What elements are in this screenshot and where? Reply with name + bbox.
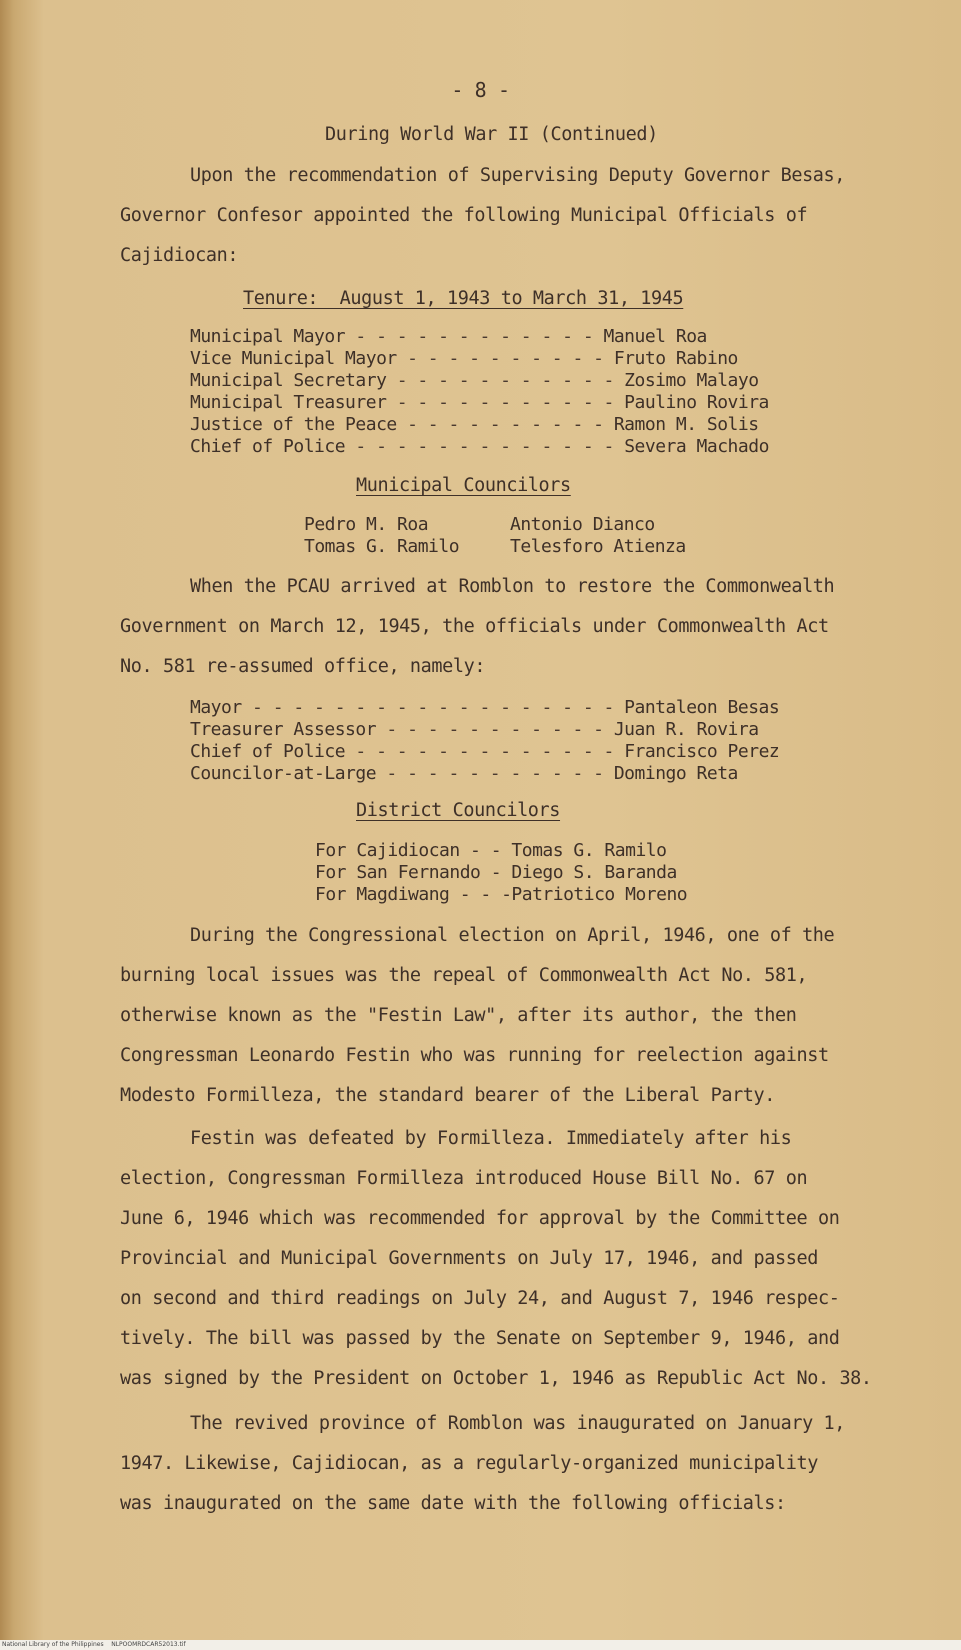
official-name: Zosimo Malayo	[624, 370, 759, 391]
page-number: - 8 -	[451, 78, 510, 102]
leader-dashes: - - - - - - - - - -	[407, 348, 604, 369]
paragraph-line: Provincial and Municipal Governments on July 17, 1946, and passed	[120, 1248, 818, 1269]
paragraph-line: election, Congressman Formilleza introduced House Bill No. 67 on	[120, 1168, 808, 1189]
paragraph-line: was signed by the President on October 1, 1946 as Republic Act No. 38.	[120, 1368, 872, 1389]
paragraph-line: Governor Confesor appointed the following Municipal Officials of	[120, 205, 808, 226]
leader-dashes: - - - - - - - - - - - - -	[355, 436, 614, 457]
official-name: Severa Machado	[624, 436, 769, 457]
official-row	[190, 392, 769, 413]
official-row	[190, 414, 759, 435]
official-name: Francisco Perez	[624, 741, 780, 762]
leader-dashes: - - - - - - - - - - - - - - - - - -	[252, 697, 614, 718]
official-name: Manuel Roa	[603, 326, 707, 347]
official-title: Treasurer Assessor	[190, 719, 377, 740]
official-name: Juan R. Rovira	[613, 719, 759, 740]
official-row	[190, 741, 779, 762]
section-heading: During World War II (Continued)	[325, 124, 658, 145]
councilor-right: Antonio Dianco	[510, 514, 655, 535]
paragraph-line: otherwise known as the "Festin Law", after its author, the then	[120, 1005, 797, 1026]
official-row	[190, 436, 769, 457]
paragraph-line: on second and third readings on July 24, and August 7, 1946 respec-	[120, 1288, 840, 1309]
district-row: For Cajidiocan - - Tomas G. Ramilo	[315, 840, 667, 861]
district-row: For Magdiwang - - -Patriotico Moreno	[315, 884, 688, 905]
official-row	[190, 697, 779, 718]
official-name: Domingo Reta	[613, 763, 738, 784]
official-title: Justice of the Peace	[190, 414, 397, 435]
councilor-left: Pedro M. Roa	[304, 514, 429, 535]
paragraph-line: Congressman Leonardo Festin who was running for reelection against	[120, 1045, 829, 1066]
paragraph-line: No. 581 re-assumed office, namely:	[120, 656, 486, 677]
official-row	[190, 348, 738, 369]
archive-footer: National Library of the Philippines NLPOOMRDCAR52013.tif	[0, 1640, 961, 1650]
official-row	[190, 370, 759, 391]
official-title: Chief of Police	[190, 436, 346, 457]
paragraph-line: When the PCAU arrived at Romblon to restore the Commonwealth	[190, 576, 835, 597]
councilor-right: Telesforo Atienza	[510, 536, 686, 557]
paragraph-line: June 6, 1946 which was recommended for approval by the Committee on	[120, 1208, 840, 1229]
official-name: Ramon M. Solis	[613, 414, 759, 435]
paragraph-line: burning local issues was the repeal of Commonwealth Act No. 581,	[120, 965, 808, 986]
paragraph-line: Festin was defeated by Formilleza. Immediately after his	[190, 1128, 792, 1149]
official-row	[190, 719, 759, 740]
paragraph-line: Modesto Formilleza, the standard bearer of the Liberal Party.	[120, 1085, 776, 1106]
paragraph-line: was inaugurated on the same date with the following officials:	[120, 1493, 786, 1514]
paragraph-line: Government on March 12, 1945, the officials under Commonwealth Act	[120, 616, 829, 637]
official-title: Councilor-at-Large	[190, 763, 377, 784]
official-name: Fruto Rabino	[613, 348, 738, 369]
paragraph-line: Upon the recommendation of Supervising Deputy Governor Besas,	[190, 165, 846, 186]
leader-dashes: - - - - - - - - - - -	[386, 719, 604, 740]
paragraph-line: 1947. Likewise, Cajidiocan, as a regularly-organized municipality	[120, 1453, 818, 1474]
leader-dashes: - - - - - - - - - - - - -	[355, 741, 614, 762]
official-name: Pantaleon Besas	[624, 697, 780, 718]
official-title: Chief of Police	[190, 741, 346, 762]
official-title: Municipal Mayor	[190, 326, 346, 347]
paragraph-line: During the Congressional election on April, 1946, one of the	[190, 925, 835, 946]
district-row: For San Fernando - Diego S. Baranda	[315, 862, 677, 883]
leader-dashes: - - - - - - - - - -	[407, 414, 604, 435]
official-title: Vice Municipal Mayor	[190, 348, 397, 369]
official-name: Paulino Rovira	[624, 392, 769, 413]
official-row	[190, 763, 738, 784]
official-title: Mayor	[190, 697, 242, 718]
paragraph-line: Cajidiocan:	[120, 245, 239, 266]
tenure-heading: Tenure: August 1, 1943 to March 31, 1945	[243, 288, 684, 309]
official-title: Municipal Treasurer	[190, 392, 387, 413]
official-title: Municipal Secretary	[190, 370, 387, 391]
councilor-left: Tomas G. Ramilo	[304, 536, 460, 557]
official-row	[190, 326, 707, 347]
councilors-heading: Municipal Councilors	[356, 475, 571, 496]
leader-dashes: - - - - - - - - - - -	[396, 370, 614, 391]
paragraph-line: The revived province of Romblon was inaugurated on January 1,	[190, 1413, 846, 1434]
leader-dashes: - - - - - - - - - - -	[386, 763, 604, 784]
leader-dashes: - - - - - - - - - - -	[396, 392, 614, 413]
district-heading: District Councilors	[356, 800, 561, 821]
paragraph-line: tively. The bill was passed by the Senate on September 9, 1946, and	[120, 1328, 840, 1349]
leader-dashes: - - - - - - - - - - - -	[355, 326, 594, 347]
